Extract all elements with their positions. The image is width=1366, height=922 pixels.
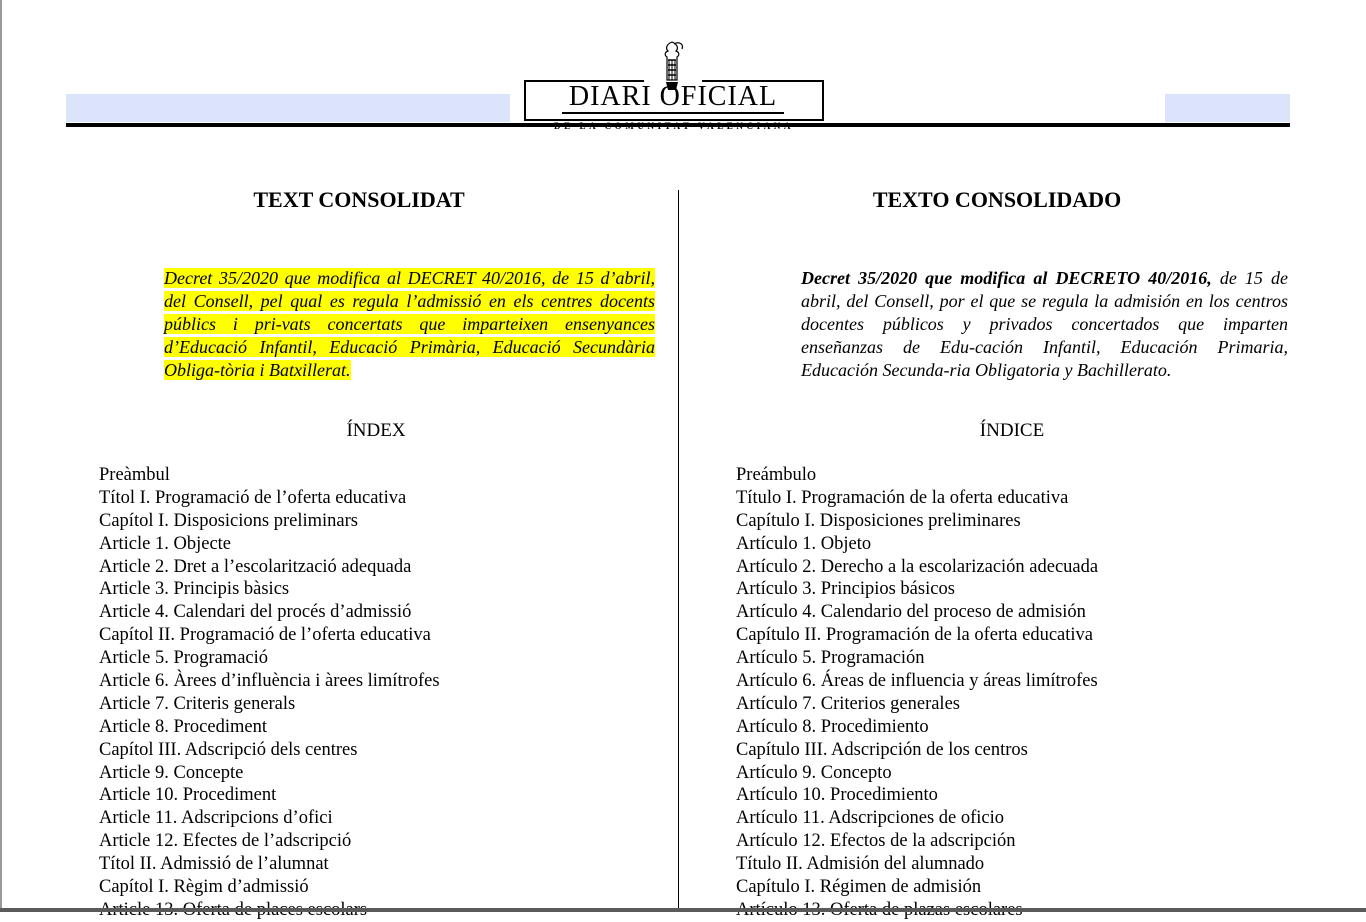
right-index-item: Artículo 4. Calendario del proceso de admisión [736,602,1086,623]
right-decree-text: de 15 de abril, del Consell, por el que se regula la admisión en los centros docentes públicos y privados concertados que imparten enseñanzas de Edu-cación Infantil, Educación Primaria, Educación Secunda-ria Obligatoria y Bachillerato. [801,268,1289,380]
viewer-bottom-edge [0,908,1366,912]
left-decree [164,267,655,382]
left-index-item: Article 1. Objecte [99,533,232,554]
right-index-item: Capítulo II. Programación de la oferta educativa [736,625,1094,646]
right-index-item: Preámbulo [736,465,817,485]
masthead-title: DIARI OFICIAL [562,82,784,114]
left-heading: TEXT CONSOLIDAT [253,187,465,212]
right-heading: TEXTO CONSOLIDADO [872,187,1122,212]
left-index-item: Article 6. Àrees d’influència i àrees limítrofes [99,671,440,692]
right-index-item: Artículo 12. Efectos de la adscripción [736,831,1016,852]
masthead-rule [524,80,526,120]
left-index-item: Article 10. Procediment [99,785,277,806]
right-index-list [736,464,1286,922]
right-index-item: Capítulo I. Disposiciones preliminares [736,510,1021,531]
right-index-item: Artículo 3. Principios básicos [736,579,955,600]
right-index-item: Capítulo I. Régimen de admisión [736,877,982,898]
left-index-item: Article 9. Concepte [99,762,244,783]
right-index-item: Artículo 2. Derecho a la escolarización adecuada [736,556,1099,577]
left-index-item: Article 3. Principis bàsics [99,579,290,600]
right-index-item: Artículo 1. Objeto [736,533,872,554]
left-index-item: Capítol III. Adscripció dels centres [99,739,358,760]
left-index-item: Article 12. Efectes de l’adscripció [99,831,352,852]
left-index-item: Títol II. Admissió de l’alumnat [99,854,329,875]
left-index-item: Preàmbul [99,465,170,485]
left-index-item: Títol I. Programació de l’oferta educativa [99,487,407,508]
right-index-item: Artículo 10. Procedimiento [736,785,938,806]
header-band-right [1165,94,1290,122]
masthead-subtitle: DE LA COMUNITAT VALENCIANA [553,121,795,131]
right-index-heading: ÍNDICE [979,420,1045,441]
left-index-item: Capítol I. Règim d’admissió [99,877,309,898]
left-index-heading: ÍNDEX [346,420,406,441]
left-index-item: Capítol II. Programació de l’oferta educativa [99,625,431,646]
left-index-item: Article 11. Adscripcions d’ofici [99,808,333,829]
right-index-item: Título II. Admisión del alumnado [736,854,985,875]
right-index-item: Capítulo III. Adscripción de los centros [736,739,1028,760]
masthead-rule [822,80,824,120]
left-index-item: Article 5. Programació [99,648,269,669]
right-index-item: Artículo 7. Criterios generales [736,693,960,714]
column-divider [678,190,679,908]
header-band-left [66,94,510,122]
right-index-item: Artículo 6. Áreas de influencia y áreas limítrofes [736,671,1098,692]
right-decree-bold: Decret 35/2020 que modifica al DECRETO 40/2016, [801,268,1212,288]
left-index-item: Article 8. Procediment [99,716,267,737]
left-decree-highlight: Decret 35/2020 que modifica al DECRET 40/2016, de 15 d’abril, del Consell, pel qual es regula l’admissió en els centres docents públics i pri-vats concertats que imparteixen ensenyances d’Educació Infantil, Educació Primària, Educació Secundària Obliga-tòria i Batxillerat. [164,268,655,380]
document-page[interactable] [2,0,1366,908]
left-index-list [99,464,659,922]
right-index-item: Título I. Programación de la oferta educativa [736,487,1069,508]
right-index-item: Artículo 5. Programación [736,648,925,669]
left-index-item: Article 7. Criteris generals [99,693,296,714]
masthead-logo [522,40,824,131]
right-index-item: Artículo 8. Procedimiento [736,716,929,737]
left-index-item: Capítol I. Disposicions preliminars [99,510,358,531]
right-decree [801,267,1288,382]
left-index-item: Article 4. Calendari del procés d’admissió [99,602,412,623]
left-index-item: Article 2. Dret a l’escolarització adequada [99,556,412,577]
right-index-item: Artículo 9. Concepto [736,762,892,783]
right-index-item: Artículo 11. Adscripciones de oficio [736,808,1005,829]
